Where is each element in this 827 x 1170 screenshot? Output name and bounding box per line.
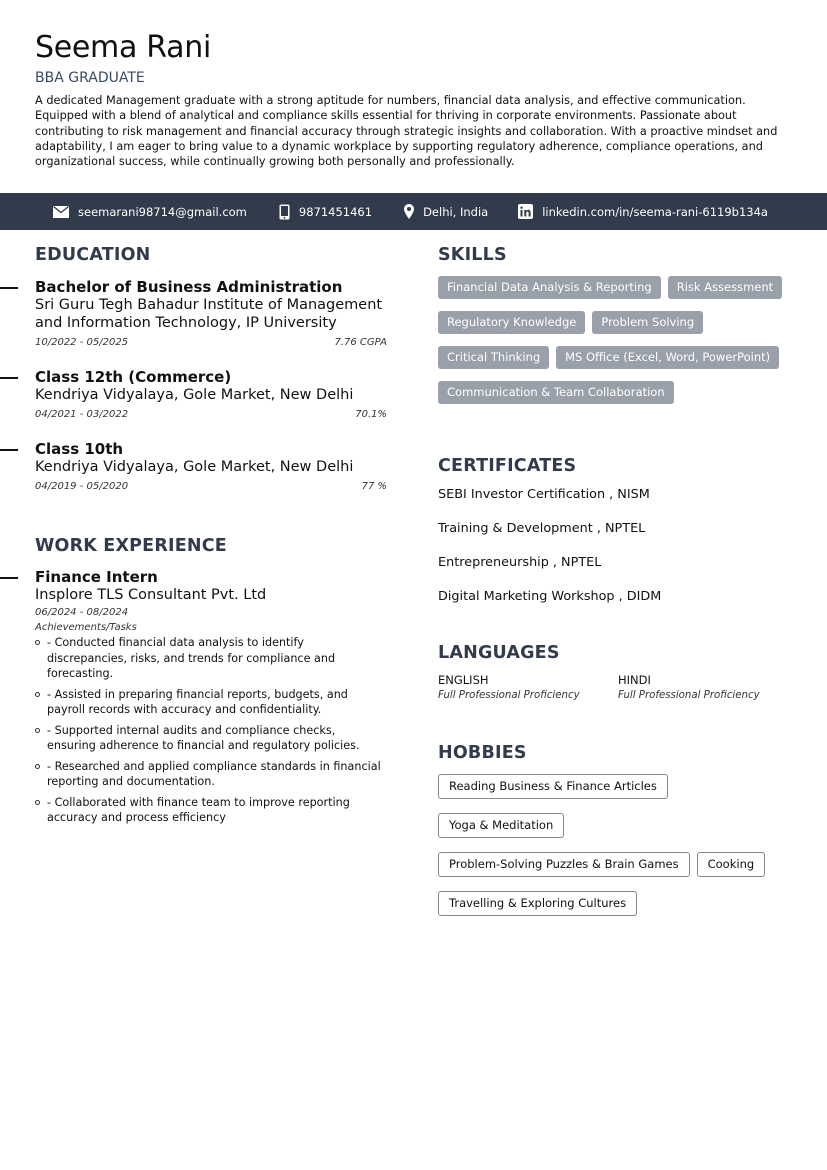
contact-location (404, 204, 488, 219)
right-column (438, 245, 798, 930)
phone-icon (279, 204, 290, 220)
hobby-tag: Cooking (697, 852, 766, 877)
education-heading: EDUCATION (35, 245, 151, 265)
bullet-circle-icon (35, 692, 40, 697)
hobby-tag: Yoga & Meditation (438, 813, 564, 838)
language-name: HINDI (618, 673, 651, 687)
language-item (438, 673, 618, 701)
certificate-item: SEBI Investor Certification , NISM (438, 487, 650, 502)
language-name: ENGLISH (438, 673, 489, 687)
hobbies-heading: HOBBIES (438, 743, 527, 763)
task-item (35, 723, 387, 754)
education-meta (35, 337, 387, 348)
education-item (35, 278, 387, 348)
degree-title: Class 12th (Commerce) (35, 368, 232, 386)
skill-tag: MS Office (Excel, Word, PowerPoint) (556, 346, 779, 369)
education-score: 7.76 CGPA (334, 337, 387, 348)
work-item (35, 568, 387, 826)
timeline-tick (0, 577, 18, 579)
left-column (35, 245, 387, 831)
institution-name: Sri Guru Tegh Bahadur Institute of Management and Information Technology, IP University (35, 297, 383, 331)
work-dates: 06/2024 - 08/2024 (35, 607, 129, 618)
education-dates: 04/2019 - 05/2020 (35, 481, 129, 492)
contact-bar (0, 193, 827, 230)
bullet-circle-icon (35, 800, 40, 805)
education-item (35, 368, 387, 420)
language-level: Full Professional Proficiency (438, 690, 580, 701)
location-text: Delhi, India (423, 204, 489, 219)
certificate-item: Digital Marketing Workshop , DIDM (438, 589, 662, 604)
location-pin-icon (404, 204, 414, 219)
task-text: - Assisted in preparing financial reports, budgets, and payroll records with accuracy and confidentiality. (47, 687, 348, 716)
work-heading: WORK EXPERIENCE (35, 536, 227, 556)
institution-name: Kendriya Vidyalaya, Gole Market, New Delhi (35, 459, 354, 475)
education-meta (35, 409, 387, 420)
timeline-tick (0, 287, 18, 289)
email-text: seemarani98714@gmail.com (78, 204, 247, 219)
institution-name: Kendriya Vidyalaya, Gole Market, New Delhi (35, 387, 354, 403)
skill-tag: Regulatory Knowledge (438, 311, 585, 334)
task-item (35, 687, 387, 718)
linkedin-icon (518, 204, 533, 219)
timeline-tick (0, 377, 18, 379)
education-score: 77 % (361, 481, 387, 492)
candidate-title: BBA GRADUATE (35, 70, 145, 86)
hobby-tag: Reading Business & Finance Articles (438, 774, 668, 799)
contact-linkedin[interactable] (518, 204, 768, 219)
skills-list (438, 276, 798, 416)
degree-title: Class 10th (35, 440, 124, 458)
language-item (618, 673, 798, 701)
task-item (35, 635, 387, 682)
education-score: 70.1% (355, 409, 387, 420)
hobby-tag: Problem-Solving Puzzles & Brain Games (438, 852, 690, 877)
task-item (35, 795, 387, 826)
certificates-list (438, 486, 798, 605)
skill-tag: Financial Data Analysis & Reporting (438, 276, 661, 299)
languages-heading: LANGUAGES (438, 643, 560, 663)
timeline-tick (0, 449, 18, 451)
contact-email[interactable] (53, 205, 247, 219)
candidate-name: Seema Rani (35, 30, 212, 65)
skill-tag: Problem Solving (592, 311, 703, 334)
degree-title: Bachelor of Business Administration (35, 278, 343, 296)
company-name: Insplore TLS Consultant Pvt. Ltd (35, 587, 267, 603)
language-level: Full Professional Proficiency (618, 690, 760, 701)
certificate-item: Training & Development , NPTEL (438, 521, 646, 536)
task-text: - Conducted financial data analysis to identify discrepancies, risks, and trends for compliance and forecasting. (47, 636, 336, 680)
education-item (35, 440, 387, 492)
contact-phone[interactable] (279, 204, 372, 220)
hobby-tag: Travelling & Exploring Cultures (438, 891, 637, 916)
task-text: - Researched and applied compliance standards in financial reporting and documentation. (47, 759, 381, 788)
skill-tag: Critical Thinking (438, 346, 549, 369)
task-text: - Collaborated with finance team to improve reporting accuracy and process efficiency (47, 795, 350, 824)
task-text: - Supported internal audits and compliance checks, ensuring adherence to financial and regulatory policies. (47, 723, 360, 752)
bullet-circle-icon (35, 728, 40, 733)
education-dates: 04/2021 - 03/2022 (35, 409, 129, 420)
achievements-label: Achievements/Tasks (35, 622, 137, 633)
certificates-heading: CERTIFICATES (438, 456, 577, 476)
skills-heading: SKILLS (438, 245, 507, 265)
resume-header (35, 30, 795, 169)
linkedin-text: linkedin.com/in/seema-rani-6119b134a (542, 204, 768, 219)
work-dates-row (35, 607, 387, 618)
skill-tag: Communication & Team Collaboration (438, 381, 674, 404)
languages-list (438, 673, 798, 701)
job-role: Finance Intern (35, 568, 158, 586)
task-item (35, 759, 387, 790)
phone-text: 9871451461 (298, 204, 373, 219)
hobbies-list (438, 774, 798, 930)
envelope-icon (53, 206, 69, 218)
education-dates: 10/2022 - 05/2025 (35, 337, 129, 348)
bullet-circle-icon (35, 640, 40, 645)
certificate-item: Entrepreneurship , NPTEL (438, 555, 602, 570)
task-list (35, 635, 387, 826)
bullet-circle-icon (35, 764, 40, 769)
skill-tag: Risk Assessment (668, 276, 782, 299)
profile-summary: A dedicated Management graduate with a strong aptitude for numbers, financial data analysis, and effective communication. Equipped with a blend of analytical and compliance skills essential for thriving in corporate environments. Passionate about contributing to risk management and financial accuracy through strategic insights and collaboration. With a proactive mindset and adaptability, I am eager to bring value to a dynamic workplace by supporting regulatory adherence, compliance operations, and organizational success, while continually growing both personally and professionally. (35, 94, 778, 169)
education-meta (35, 481, 387, 492)
